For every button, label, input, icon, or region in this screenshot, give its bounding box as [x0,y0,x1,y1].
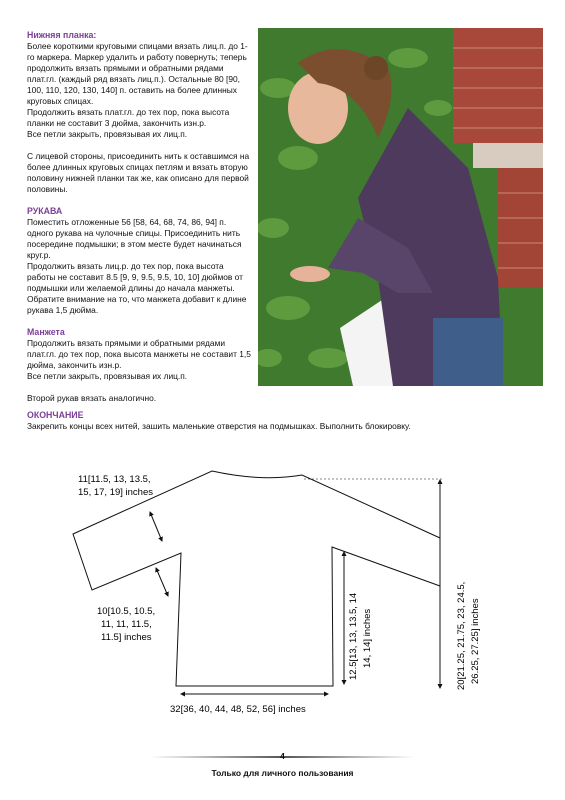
sweater-schematic [0,440,565,740]
shoulder-label-line-1: 11[11.5, 13, 13.5, [78,474,151,485]
jeans [433,318,503,386]
side-label-line-1: 12.5[13, 13, 13.5, 14 [348,592,359,680]
bottom-band-para-3: Все петли закрыть, провязывая их лиц.п. [27,129,188,139]
sweater-photo [258,28,543,386]
bottom-band-para-1: Более короткими круговыми спицами вязать лиц.п. до 1-го маркера. Маркер удалить и работу повернуть; теперь продолжить вязать прямыми и обратными рядами плат.гл. (каждый ряд вязать лиц.п.). Остальные 80 [90, 100, 110, 120, 130, 140] п. оставить на более длинных круговых спицах. [27,41,248,106]
footer-note: Только для личного пользования [211,768,354,778]
page-number: 4 [280,751,285,761]
cuff-para-1: Продолжить вязать прямыми и обратными рядами плат.гл. до тех пор, пока высота манжеты не составит 1,5 дюйма, закончить изн.р. [27,338,251,370]
brick-wall-upper [453,28,543,143]
bottom-band-para-5: С лицевой стороны, присоединить нить к оставшимся на более длинных круговых спицах петлям и вязать вторую половину нижней планки так же, как описано для первой половины. [27,151,250,194]
page-footer [0,752,565,778]
bottom-width-label: 32[36, 40, 44, 48, 52, 56] inches [170,704,306,715]
cuff-label-line-1: 10[10.5, 10.5, [97,606,156,617]
spacer [27,382,252,393]
cuff-para-4: Второй рукав вязать аналогично. [27,393,157,403]
hands [290,266,330,282]
bottom-band-para-2: Продолжить вязать плат.гл. до тех пор, пока высота планки не составит 3 дюйма, закончить изн.р. [27,107,230,128]
shoulder-arrow [150,512,162,541]
sleeves-para-2: Продолжить вязать лиц.р. до тех пор, пока высота работы не составит 8.5 [9, 9, 9.5, 9.5, 10, 10] дюймов от подмышки или желаемой длины до начала манжеты. Обратите внимание на то, что манжета добавит к длине рукава 1,5 дюйма. [27,261,247,315]
cuff-heading: Манжета [27,327,65,337]
concrete-ledge [473,143,543,168]
length-label-line-2: 26.25, 27.25] inches [470,598,481,684]
finishing-text: Закрепить концы всех нитей, зашить маленькие отверстия на подмышках. Выполнить блокировку. [27,421,411,431]
hair-bun [364,56,388,80]
spacer [27,195,252,206]
cuff-para-2: Все петли закрыть, провязывая их лиц.п. [27,371,188,381]
schematic-svg [0,440,565,740]
instructions-column [27,30,252,404]
sleeves-para-1: Поместить отложенные 56 [58, 64, 68, 74, 86, 94] п. одного рукава на чулочные спицы. Присоединить нить посередине подмышки; в этом месте будет начинаться круг.р. [27,217,242,260]
finishing-section [27,410,547,432]
sweater-outline [73,471,440,686]
photo-illustration [258,28,543,386]
spacer [27,140,252,151]
cuff-label-line-3: 11.5] inches [101,632,152,643]
spacer [27,316,252,327]
finishing-heading: ОКОНЧАНИЕ [27,410,84,420]
cuff-label-line-2: 11, 11, 11.5, [101,619,152,630]
side-label-line-2: 14, 14] inches [362,608,373,668]
sleeves-heading: РУКАВА [27,206,63,216]
length-label-line-1: 20[21.25, 21.75, 23, 24.5, [456,581,467,690]
shoulder-label-line-2: 15, 17, 19] inches [78,487,153,498]
cuff-arrow [156,568,168,596]
bottom-band-heading: Нижняя планка: [27,30,97,40]
brick-wall-lower [498,168,543,288]
